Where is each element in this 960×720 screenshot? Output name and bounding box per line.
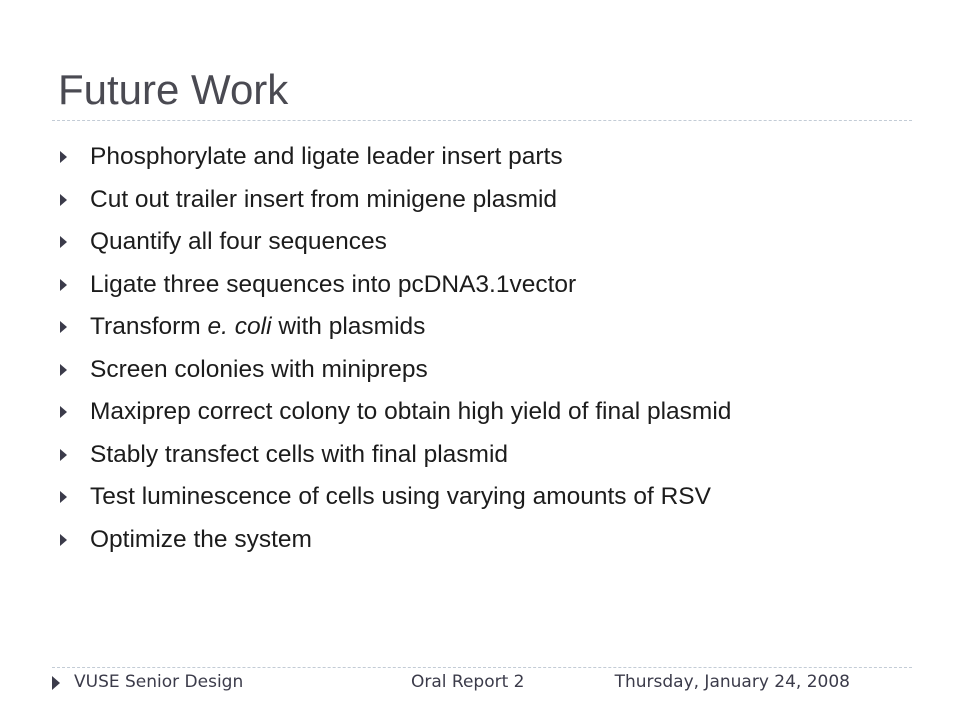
footer-left-text: VUSE Senior Design <box>74 672 244 692</box>
bullet-text-part: Cut out trailer insert from minigene plasmid <box>90 185 558 213</box>
footer-divider <box>52 667 912 668</box>
bullet-text <box>90 356 428 384</box>
triangle-bullet-icon <box>60 194 67 206</box>
bullet-item <box>58 179 918 222</box>
bullet-text-part: Test luminescence of cells using varying amounts of RSV <box>90 483 711 511</box>
bullet-item <box>58 349 918 392</box>
bullet-text <box>90 441 508 469</box>
bullet-text-part: Stably transfect cells with final plasmid <box>90 440 509 468</box>
bullet-item <box>58 391 918 434</box>
triangle-bullet-icon <box>52 676 60 690</box>
triangle-bullet-icon <box>60 406 67 418</box>
bullet-text <box>90 143 563 171</box>
bullet-text <box>90 483 711 511</box>
title-divider <box>52 120 912 121</box>
triangle-bullet-icon <box>60 534 67 546</box>
triangle-bullet-icon <box>60 279 67 291</box>
bullet-text-part: Quantify all four sequences <box>90 228 387 256</box>
bullet-text-part: Screen colonies with minipreps <box>90 355 428 383</box>
bullet-item <box>58 264 918 307</box>
bullet-list <box>58 136 918 561</box>
triangle-bullet-icon <box>60 236 67 248</box>
bullet-item <box>58 136 918 179</box>
bullet-text <box>90 313 425 341</box>
bullet-item <box>58 519 918 562</box>
bullet-text-part: Optimize the system <box>90 525 312 553</box>
bullet-text <box>90 526 312 554</box>
triangle-bullet-icon <box>60 151 67 163</box>
slide-title: Future Work <box>58 66 289 113</box>
footer-date: Thursday, January 24, 2008 <box>614 672 850 692</box>
triangle-bullet-icon <box>60 491 67 503</box>
triangle-bullet-icon <box>60 449 67 461</box>
bullet-text <box>90 271 576 299</box>
triangle-bullet-icon <box>60 321 67 333</box>
bullet-text-part: Phosphorylate and ligate leader insert parts <box>90 143 563 171</box>
bullet-text-part: Transform <box>90 313 208 341</box>
bullet-item <box>58 476 918 519</box>
bullet-text-part: Maxiprep correct colony to obtain high yield of final plasmid <box>90 398 732 426</box>
bullet-item <box>58 434 918 477</box>
bullet-text <box>90 398 731 426</box>
bullet-text <box>90 228 387 256</box>
bullet-text-part: with plasmids <box>271 313 426 341</box>
bullet-item <box>58 221 918 264</box>
bullet-item <box>58 306 918 349</box>
triangle-bullet-icon <box>60 364 67 376</box>
bullet-text <box>90 186 557 214</box>
footer-center-text: Oral Report 2 <box>411 672 525 692</box>
bullet-text-part: Ligate three sequences into pcDNA3.1vector <box>90 270 577 298</box>
footer <box>52 672 912 696</box>
bullet-text-italic: e. coli <box>207 313 272 341</box>
